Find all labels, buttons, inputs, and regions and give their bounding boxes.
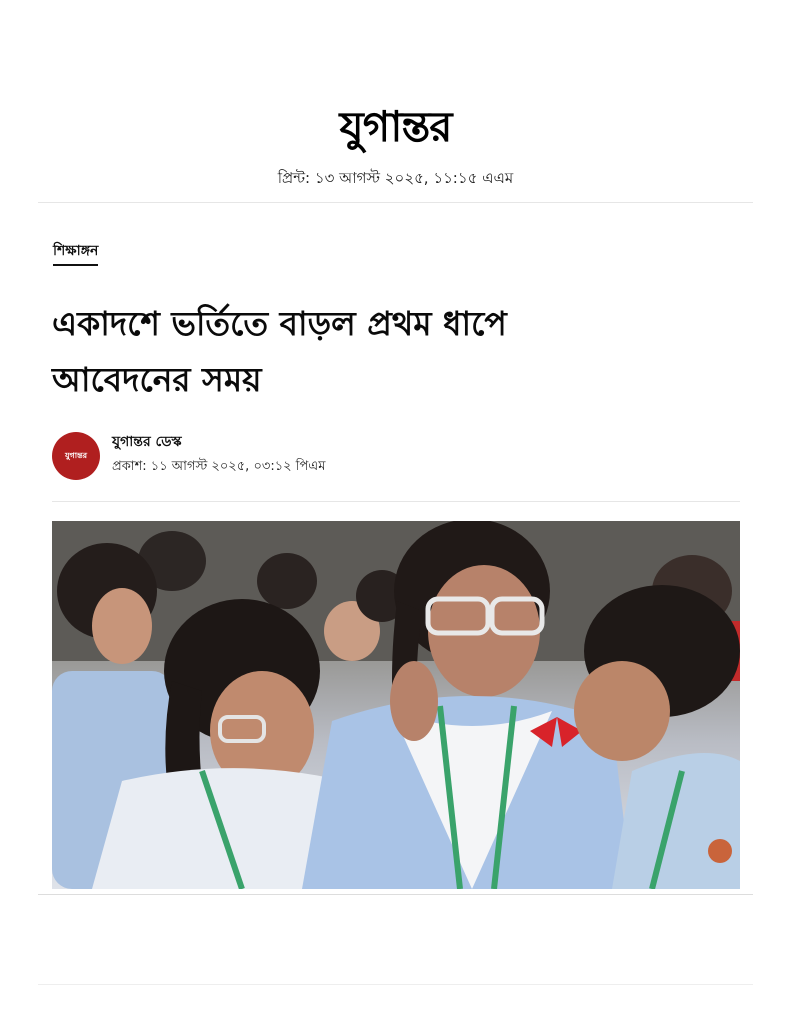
masthead [0, 100, 791, 154]
avatar-logo-text: যুগান্তর [64, 450, 88, 460]
right-girl-face [574, 661, 670, 761]
photo-illustration [52, 521, 740, 889]
bg-student-head-2 [257, 553, 317, 609]
header-divider [38, 202, 753, 203]
print-timestamp: প্রিন্ট: ১৩ আগস্ট ২০২৫, ১১:১৫ এএম [277, 169, 514, 187]
article-headline [52, 296, 692, 408]
byline-divider [52, 501, 740, 502]
headline-line-1: একাদশে ভর্তিতে বাড়ল প্রথম ধাপে [52, 304, 507, 343]
category-link[interactable]: শিক্ষাঙ্গন [53, 242, 98, 266]
right-girl-school-badge [708, 839, 732, 863]
footer-divider-2 [38, 984, 753, 985]
author-name[interactable]: যুগান্তর ডেস্ক [112, 434, 182, 450]
headline-line-2: আবেদনের সময় [52, 360, 262, 399]
published-timestamp: প্রকাশ: ১১ আগস্ট ২০২৫, ০৩:১২ পিএম [112, 459, 326, 474]
article-photo [52, 521, 740, 889]
center-girl-hand [390, 661, 438, 741]
right-girl-uniform [612, 753, 740, 889]
author-avatar [52, 432, 100, 480]
site-logo[interactable]: যুগান্তর [339, 102, 452, 151]
footer-divider-1 [38, 894, 753, 895]
left-girl-face [92, 588, 152, 664]
